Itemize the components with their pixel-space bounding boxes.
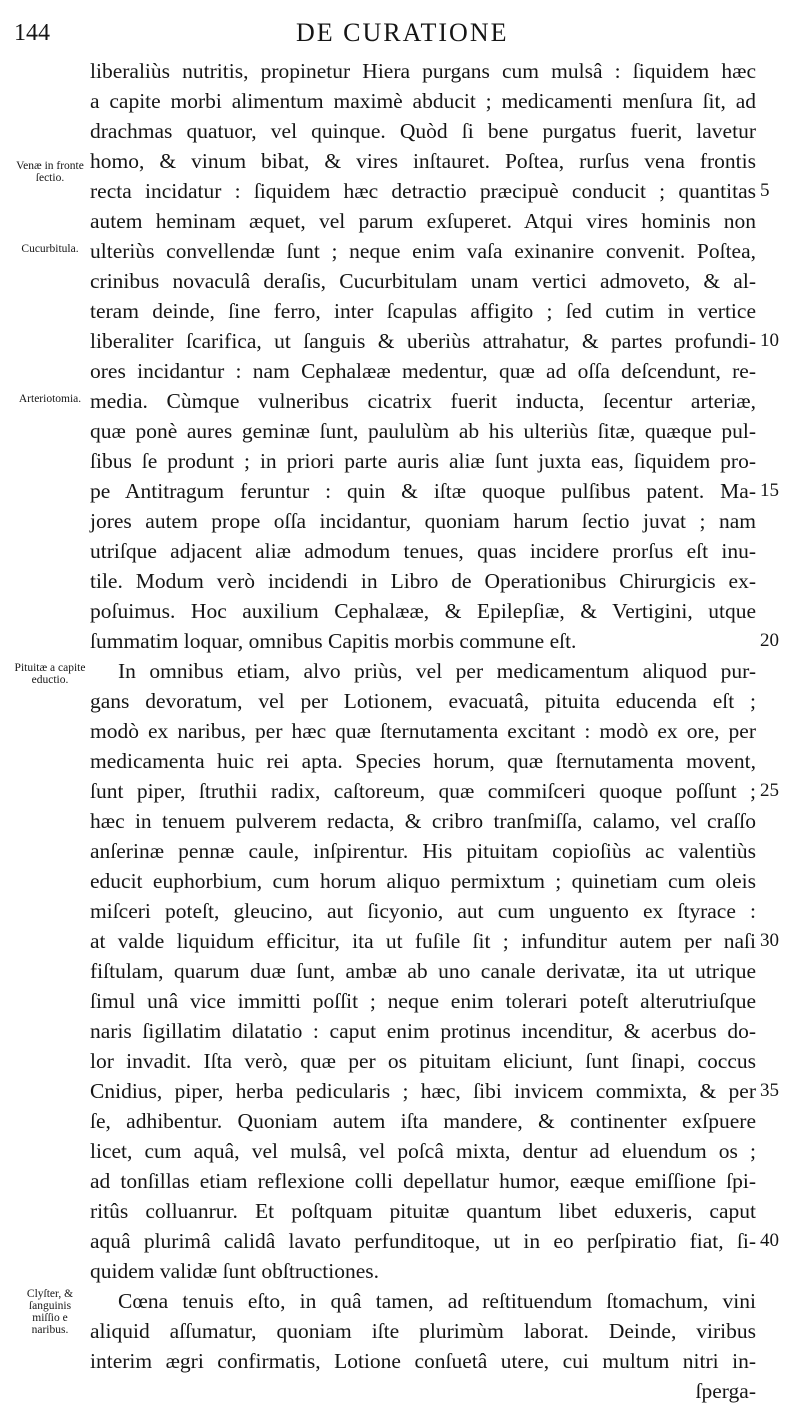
text-line: interim ægri confirmatis, Lotione conſuetâ utere, cui multum nitri in- <box>90 1349 756 1373</box>
text-line: fiſtulam, quarum duæ ſunt, ambæ ab uno canale derivatæ, ita ut utrique <box>90 959 756 983</box>
line-number: 10 <box>760 330 779 351</box>
text-line: media. Cùmque vulneribus cicatrix fuerit inducta, ſecentur arteriæ, <box>90 389 756 413</box>
text-line: quæ ponè aures geminæ ſunt, paululùm ab his ulteriùs ſitæ, quæque pul- <box>90 419 756 443</box>
text-line: lor invadit. Iſta verò, quæ per os pituitam eliciunt, ſunt ſinapi, coccus <box>90 1049 756 1073</box>
text-line: Cœna tenuis eſto, in quâ tamen, ad reſtituendum ſtomachum, vini <box>118 1289 756 1313</box>
text-line: quidem validæ ſunt obſtructiones. <box>90 1259 380 1283</box>
page-header <box>0 18 800 52</box>
running-title: DE CURATIONE <box>296 18 509 47</box>
text-line: In omnibus etiam, alvo priùs, vel per medicamentum aliquod pur- <box>118 659 756 683</box>
text-line: Cnidius, piper, herba pedicularis ; hæc, ſibi invicem commixta, & per <box>90 1079 756 1103</box>
text-line: homo, & vinum bibat, & vires inſtauret. Poſtea, rurſus vena frontis <box>90 149 756 173</box>
text-line: poſuimus. Hoc auxilium Cephalææ, & Epilepſiæ, & Vertigini, utque <box>90 599 756 623</box>
text-line: recta incidatur : ſiquidem hæc detractio præcipuè conducit ; quantitas <box>90 179 756 203</box>
margin-note: Venæ in fronte ſectio. <box>16 160 84 184</box>
text-line: educit euphorbium, cum horum aliquo permixtum ; quinetiam cum oleis <box>90 869 756 893</box>
text-line: ſibus ſe produnt ; in priori parte auris aliæ ſunt juxta eas, ſiquidem pro- <box>90 449 756 473</box>
margin-note: Cucurbitula. <box>21 243 79 255</box>
text-line: ulteriùs convellendæ ſunt ; neque enim vaſa exinanire convenit. Poſtea, <box>90 239 756 263</box>
text-line: ad tonſillas etiam reflexione colli depellatur humor, eæque emiſſione ſpi- <box>90 1169 756 1193</box>
text-line: ſunt piper, ſtruthii radix, caſtoreum, quæ commiſceri quoque poſſunt ; <box>90 779 756 803</box>
text-line: ritûs colluanrur. Et poſtquam pituitæ quantum libet eduxeris, caput <box>90 1199 756 1223</box>
line-number: 25 <box>760 780 779 801</box>
text-line: licet, cum aquâ, vel mulsâ, vel poſcâ mixta, dentur ad eluendum os ; <box>90 1139 756 1163</box>
text-line: crinibus novaculâ deraſis, Cucurbitulam unam vertici admoveto, & al- <box>90 269 756 293</box>
page-number: 144 <box>14 20 50 46</box>
text-line: utriſque adjacent aliæ admodum tenues, quas incidere prorſus eſt inu- <box>90 539 756 563</box>
text-line: ores incidantur : nam Cephalææ medentur, quæ ad oſſa deſcendunt, re- <box>90 359 756 383</box>
text-line: ſperga- <box>695 1379 756 1403</box>
text-line: at valde liquidum efficitur, ita ut fuſile ſit ; infunditur autem per naſi <box>90 929 756 953</box>
margin-note: Clyſter, & ſanguinis miſſio e naribus. <box>26 1288 74 1336</box>
text-line: modò ex naribus, per hæc quæ ſternutamenta excitant : modò ex ore, per <box>90 719 756 743</box>
text-line: ſimul unâ vice immitti poſſit ; neque enim tolerari poteſt alterutriuſque <box>90 989 756 1013</box>
text-line: miſceri poteſt, gleucino, aut ſicyonio, aut cum unguento ex ſtyrace : <box>90 899 756 923</box>
text-line: aquâ plurimâ calidâ lavato perfunditoque, ut in eo perſpiratio fiat, ſi- <box>90 1229 756 1253</box>
line-number: 40 <box>760 1230 779 1251</box>
text-line: tile. Modum verò incidendi in Libro de Operationibus Chirurgicis ex- <box>90 569 756 593</box>
text-line: hæc in tenuem pulverem redacta, & cribro tranſmiſſa, calamo, vel craſſo <box>90 809 756 833</box>
line-number: 20 <box>760 630 779 651</box>
margin-note: Arteriotomia. <box>18 393 82 405</box>
text-line: gans devoratum, vel per Lotionem, evacuatâ, pituita educenda eſt ; <box>90 689 756 713</box>
text-line: anſerinæ pennæ caule, inſpirentur. His pituitam copioſiùs ac valentiùs <box>90 839 756 863</box>
text-line: drachmas quatuor, vel quinque. Quòd ſi bene purgatus fuerit, lavetur <box>90 119 756 143</box>
margin-note: Pituitæ a capite eductio. <box>14 662 86 686</box>
text-line: jores autem prope oſſa incidantur, quoniam harum ſectio juvat ; nam <box>90 509 756 533</box>
text-line: pe Antitragum feruntur : quin & iſtæ quoque pulſibus patent. Ma- <box>90 479 756 503</box>
line-number: 5 <box>760 180 770 201</box>
text-line: ſe, adhibentur. Quoniam autem iſta mandere, & continenter exſpuere <box>90 1109 756 1133</box>
text-line: naris ſigillatim dilatatio : caput enim protinus incenditur, & acerbus do- <box>90 1019 756 1043</box>
text-line: ſummatim loquar, omnibus Capitis morbis commune eſt. <box>90 629 577 653</box>
line-number: 30 <box>760 930 779 951</box>
text-line: teram deinde, ſine ferro, inter ſcapulas affigito ; ſed cutim in vertice <box>90 299 756 323</box>
text-line: medicamenta huic rei apta. Species horum, quæ ſternutamenta movent, <box>90 749 756 773</box>
text-line: aliquid aſſumatur, quoniam iſte plurimùm laborat. Deinde, viribus <box>90 1319 756 1343</box>
text-line: a capite morbi alimentum maximè abducit ; medicamenti menſura ſit, ad <box>90 89 756 113</box>
text-line: liberaliùs nutritis, propinetur Hiera purgans cum mulsâ : ſiquidem hæc <box>90 59 756 83</box>
text-line: liberaliter ſcarifica, ut ſanguis & uberiùs attrahatur, & partes profundi- <box>90 329 756 353</box>
line-number: 35 <box>760 1080 779 1101</box>
line-number: 15 <box>760 480 779 501</box>
text-line: autem heminam æquet, vel parum exſuperet. Atqui vires hominis non <box>90 209 756 233</box>
